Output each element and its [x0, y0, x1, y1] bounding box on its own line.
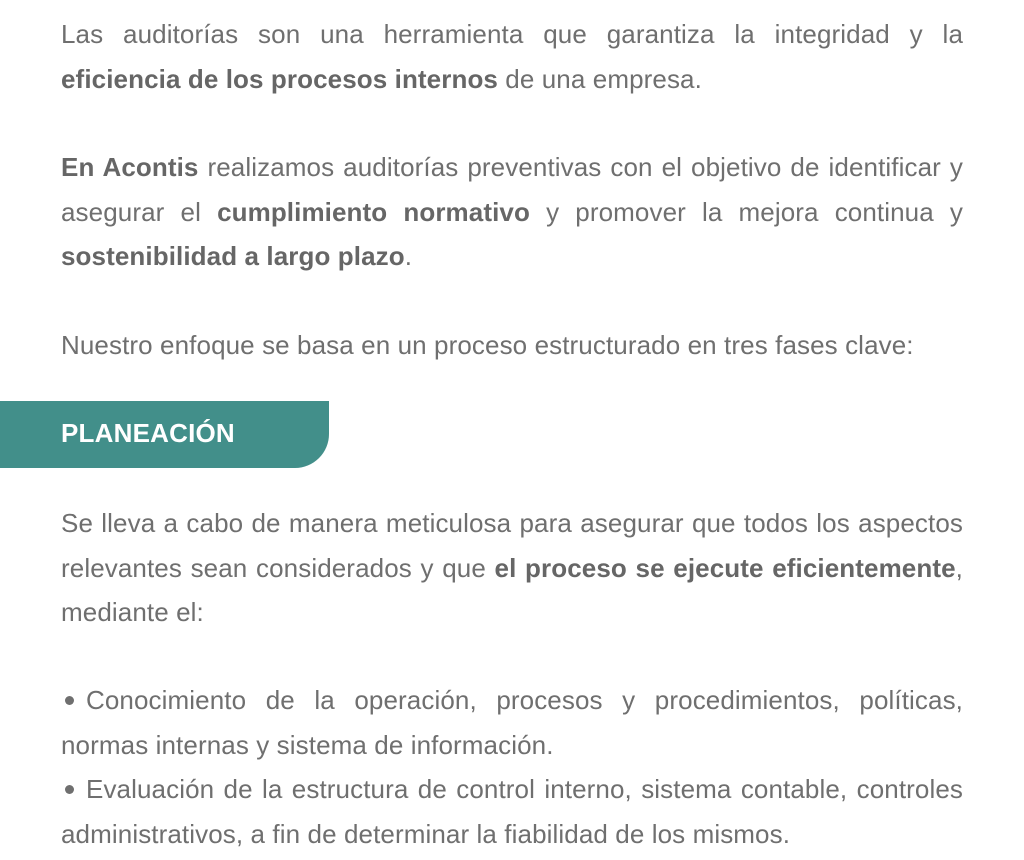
bullet-dot-icon: [65, 785, 74, 794]
acontis-text: [61, 145, 963, 279]
bullet-item-text: Conocimiento de la operación, procesos y procedimientos, políticas, normas internas y sistema de información.: [61, 685, 963, 760]
intro-bold-efficiency: eficiencia de los procesos internos: [61, 63, 498, 94]
acontis-bold-compliance: cumplimiento normativo: [217, 196, 530, 227]
phase-title: PLANEACIÓN: [61, 418, 235, 448]
planeacion-paragraph: [61, 501, 963, 635]
intro-text-part-2: de una empresa.: [497, 63, 702, 94]
planeacion-text-part-2: , mediante el:: [61, 552, 963, 627]
acontis-text-part-1: realizamos auditorías preventivas con el objetivo de identificar y asegurar el: [61, 152, 964, 227]
acontis-text-part-3: .: [404, 241, 413, 271]
enfoque-text: Nuestro enfoque se basa en un proceso estructurado en tres fases clave:: [61, 330, 914, 360]
acontis-bold-sustainability: sostenibilidad a largo plazo: [61, 241, 405, 271]
enfoque-paragraph: [61, 323, 963, 368]
bullet-item-text: Evaluación de la estructura de control interno, sistema contable, controles administrativos, a fin de determinar la fiabilidad de los mismos.: [61, 774, 963, 849]
planeacion-text-part-1: Se lleva a cabo de manera meticulosa para asegurar que todos los aspectos relevantes sean considerados y que: [61, 508, 963, 583]
bullet-list: [61, 678, 963, 856]
phase-banner-planeacion: [0, 401, 329, 468]
planeacion-text: [61, 501, 963, 635]
intro-paragraph: [61, 12, 963, 101]
intro-text-part-1: Las auditorías son una herramienta que garantiza la integridad y la: [61, 19, 963, 49]
planeacion-bold-efficient: el proceso se ejecute eficientemente: [494, 552, 956, 583]
acontis-bold-company: En Acontis: [61, 152, 199, 182]
acontis-paragraph: [61, 145, 963, 279]
bullet-dot-icon: [65, 696, 74, 705]
bullet-item: [61, 767, 963, 856]
intro-text: [61, 12, 963, 101]
acontis-text-part-2: y promover la mejora continua y: [529, 196, 964, 227]
bullet-item: [61, 678, 963, 767]
